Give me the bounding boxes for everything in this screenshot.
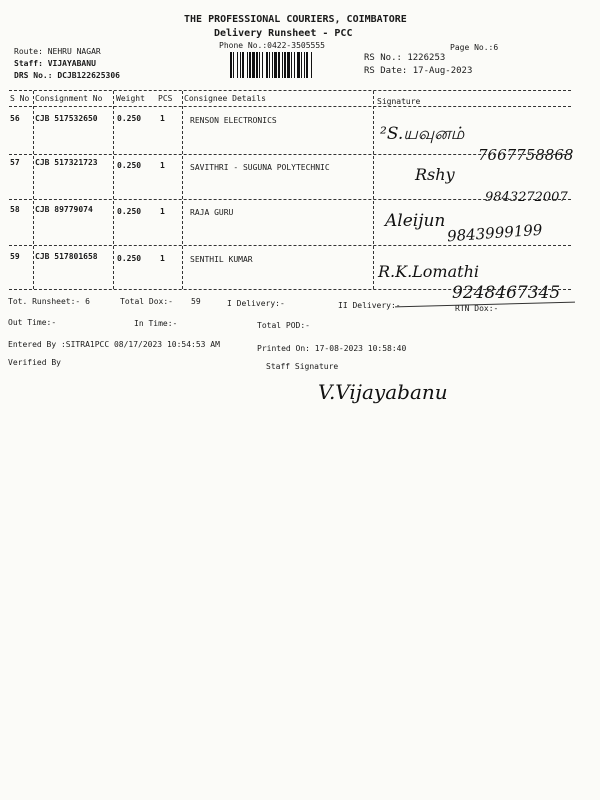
col-divider (373, 91, 374, 289)
page-number: Page No.:6 (450, 43, 499, 52)
staff-name: Staff: VIJAYABANU (14, 59, 96, 68)
row-consignee: RAJA GURU (190, 208, 234, 217)
drs-number: DRS No.: DCJB122625306 (14, 71, 120, 80)
col-header-pcs: PCS (158, 94, 173, 103)
row-weight: 0.250 (117, 161, 142, 170)
signature-name: ²S.யவுனம் (380, 124, 465, 144)
in-time: In Time:- (134, 319, 178, 328)
i-delivery: I Delivery:- (227, 299, 285, 308)
signature-name: Aleijun (385, 211, 446, 231)
col-header-weight: Weight (116, 94, 145, 103)
row-weight: 0.250 (117, 207, 142, 216)
signature-name: Rshy (415, 165, 455, 184)
table-top-rule (9, 90, 571, 91)
staff-signature-label: Staff Signature (266, 362, 339, 371)
row-weight: 0.250 (117, 254, 142, 263)
rtn-dox: RTN Dox:- (455, 304, 499, 313)
row-divider (9, 154, 571, 155)
signature-phone: 9843272007 (485, 190, 568, 205)
col-divider (33, 91, 34, 289)
staff-signature: V.Vijayabanu (318, 380, 448, 404)
col-header-consignment: Consignment No (35, 94, 103, 103)
row-weight: 0.250 (117, 114, 142, 123)
barcode (230, 52, 360, 78)
col-divider (113, 91, 114, 289)
col-header-signature: Signature (377, 97, 421, 106)
row-sno: 59 (10, 252, 20, 261)
row-pcs: 1 (160, 254, 165, 263)
signature-phone: 9843999199 (446, 220, 543, 246)
row-consignee: RENSON ELECTRONICS (190, 116, 277, 125)
col-header-consignee: Consignee Details (184, 94, 266, 103)
signature-phone: 7667758868 (478, 146, 574, 164)
entered-by: Entered By :SITRA1PCC 08/17/2023 10:54:53 AM (8, 340, 220, 349)
verified-by: Verified By (8, 358, 61, 367)
row-divider (9, 245, 571, 246)
row-consignee: SENTHIL KUMAR (190, 255, 253, 264)
phone-number: Phone No.:0422-3505555 (219, 41, 325, 50)
row-sno: 56 (10, 114, 20, 123)
row-consignment: CJB 89779074 (35, 205, 93, 214)
table-header-rule (9, 106, 571, 107)
row-pcs: 1 (160, 161, 165, 170)
col-divider (182, 91, 183, 289)
total-dox-label: Total Dox:- (120, 297, 173, 306)
row-consignment: CJB 517801658 (35, 252, 98, 261)
printed-on: Printed On: 17-08-2023 10:58:40 (257, 344, 407, 353)
signature-name: R.K.Lomathi (378, 262, 479, 281)
total-dox-value: 59 (191, 297, 201, 306)
row-sno: 57 (10, 158, 20, 167)
row-consignment: CJB 517321723 (35, 158, 98, 167)
signature-phone: 9248467345 (452, 283, 561, 303)
total-pod: Total POD:- (257, 321, 310, 330)
rs-date: RS Date: 17-Aug-2023 (364, 66, 473, 76)
ii-delivery: II Delivery:- (338, 301, 401, 310)
total-runsheet: Tot. Runsheet:- 6 (8, 297, 90, 306)
rs-number: RS No.: 1226253 (364, 53, 446, 63)
row-sno: 58 (10, 205, 20, 214)
out-time: Out Time:- (8, 318, 57, 327)
row-pcs: 1 (160, 114, 165, 123)
row-divider (9, 199, 571, 200)
col-header-sno: S No (10, 94, 30, 103)
route: Route: NEHRU NAGAR (14, 47, 101, 56)
row-consignee: SAVITHRI - SUGUNA POLYTECHNIC (190, 163, 330, 172)
company-name: THE PROFESSIONAL COURIERS, COIMBATORE (184, 14, 407, 25)
row-pcs: 1 (160, 207, 165, 216)
sheet-title: Delivery Runsheet - PCC (214, 28, 353, 39)
row-consignment: CJB 517532650 (35, 114, 98, 123)
table-bottom-rule (9, 289, 571, 290)
